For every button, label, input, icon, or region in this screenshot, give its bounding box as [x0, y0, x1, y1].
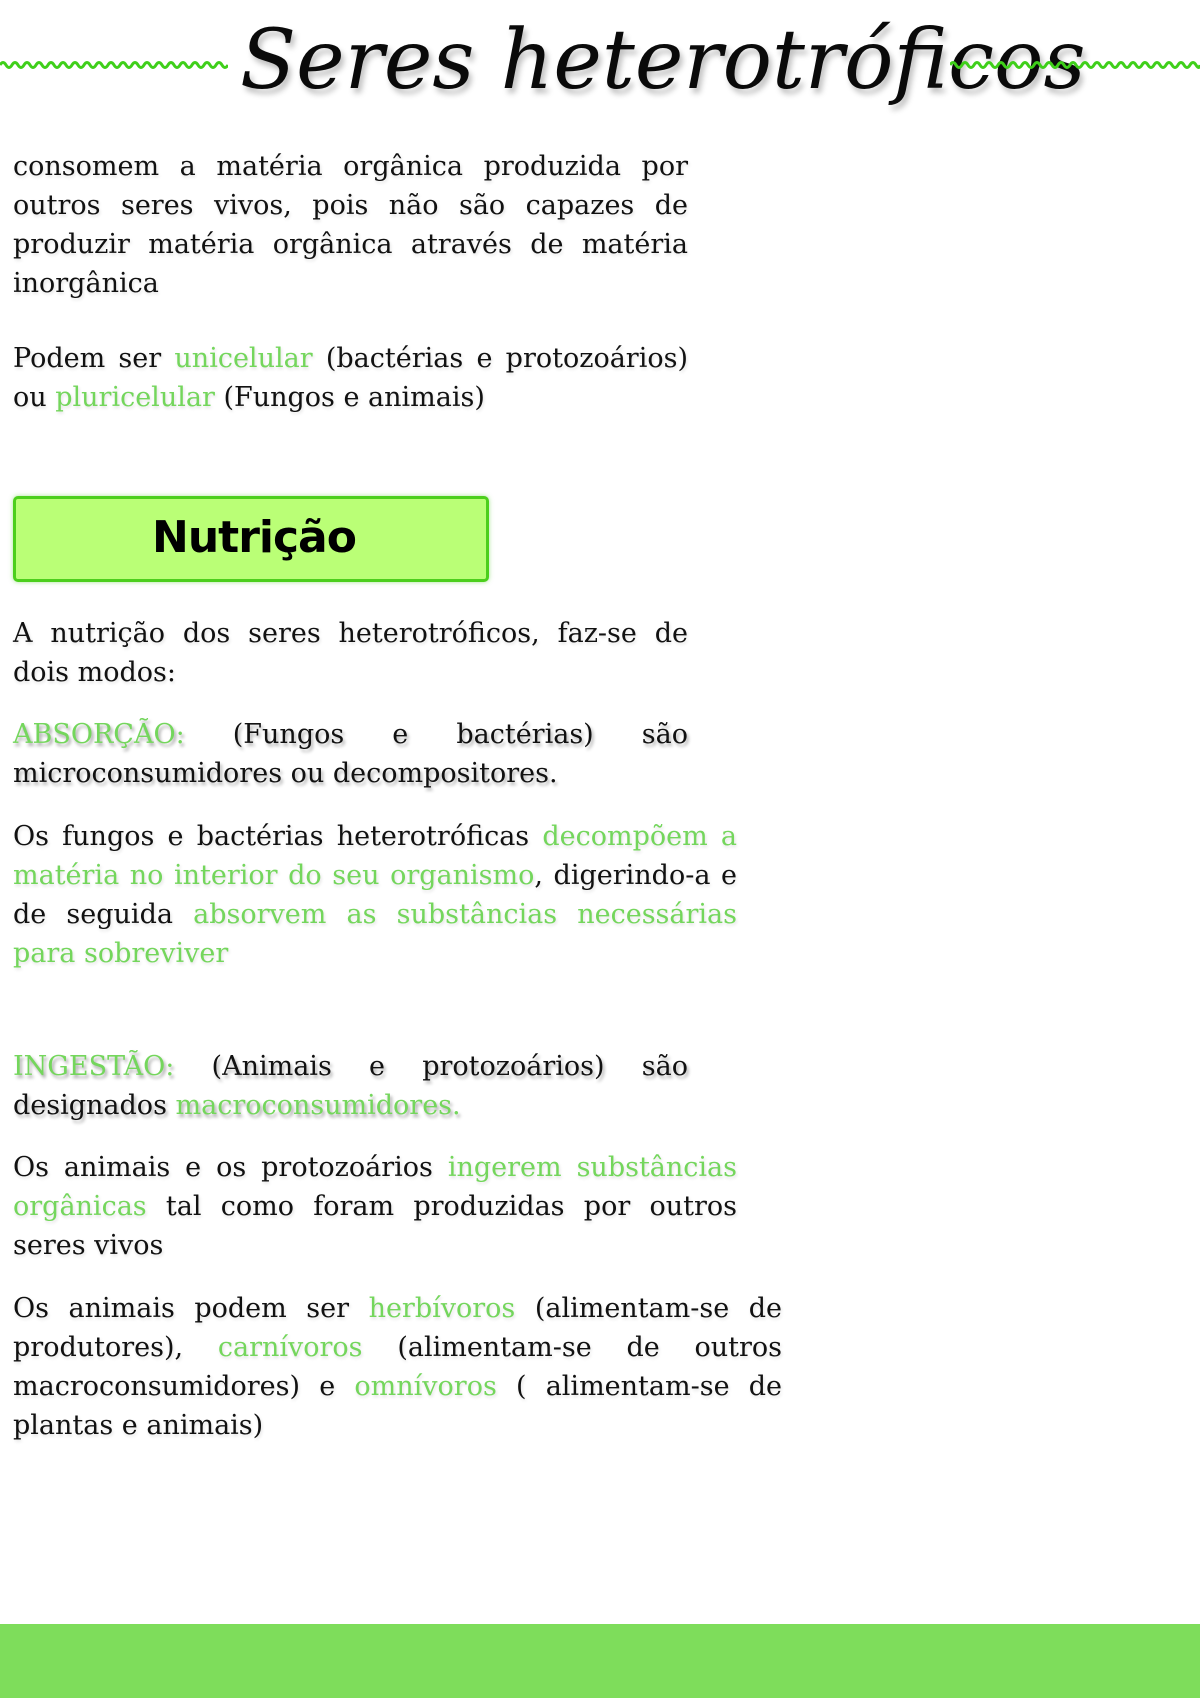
ingest-highlight: ingerem substâncias orgânicas: [13, 1152, 737, 1222]
animals-end: tal como foram produzidas por outros seres vivos: [13, 1191, 737, 1261]
omnivores-desc: ( alimentam-se de plantas e animais): [13, 1371, 782, 1441]
wavy-line-decoration-right: [950, 58, 1200, 72]
wavy-line-decoration-left: [0, 58, 228, 72]
nutrition-intro-paragraph: [13, 614, 688, 692]
carnivores-term: carnívoros: [217, 1332, 363, 1363]
absorption-label: ABSORÇÃO:: [13, 719, 185, 750]
unicelular-examples: (bactérias e protozoários) ou: [13, 343, 688, 413]
omnivores-term: omnívoros: [354, 1371, 497, 1402]
animal-types-text: [13, 1289, 782, 1445]
herbivores-desc: (alimentam-se de produtores),: [13, 1293, 782, 1363]
ingestion-label: INGESTÃO:: [13, 1051, 175, 1082]
title-row: [0, 0, 1200, 130]
cell-types-lead: Podem ser: [13, 343, 175, 374]
fungi-decompose-highlight: decompõem a matéria no interior do seu organismo: [13, 821, 737, 891]
intro-definition-paragraph: [13, 147, 688, 303]
animal-types-paragraph: [13, 1289, 782, 1445]
animal-types-lead: Os animais podem ser: [13, 1293, 369, 1324]
macroconsumers-term: macroconsumidores.: [175, 1090, 461, 1121]
absorption-paragraph: [13, 715, 688, 793]
ingestion-text: [13, 1047, 688, 1125]
fungi-middle: , digerindo-a e de seguida: [13, 860, 737, 930]
pluricelular-term: pluricelular: [55, 382, 215, 413]
nutrition-intro-text: A nutrição dos seres heterotróficos, faz-se de dois modos:: [13, 618, 688, 688]
pluricelular-examples: (Fungos e animais): [214, 382, 485, 413]
carnivores-desc: (alimentam-se de outros macroconsumidores) e: [13, 1332, 782, 1402]
unicelular-term: unicelular: [174, 343, 313, 374]
absorption-description: (Fungos e bactérias) são microconsumidores ou decompositores.: [13, 719, 688, 789]
cell-types-paragraph: [13, 339, 688, 417]
animals-text: [13, 1148, 737, 1265]
animals-paragraph: [13, 1148, 737, 1265]
fungi-text: [13, 817, 737, 973]
fungi-lead: Os fungos e bactérias heterotróficas: [13, 821, 543, 852]
animals-lead: Os animais e os protozoários: [13, 1152, 448, 1183]
herbivores-term: herbívoros: [368, 1293, 516, 1324]
absorption-text: [13, 715, 688, 793]
page-title: Seres heterotróficos: [240, 13, 1086, 108]
footer-band: [0, 1624, 1200, 1698]
ingestion-paragraph: [13, 1047, 688, 1125]
fungi-paragraph: [13, 817, 737, 973]
ingestion-description: (Animais e protozoários) são designados: [13, 1051, 688, 1121]
fungi-absorb-highlight: absorvem as substâncias necessárias para sobreviver: [13, 899, 738, 969]
section-heading-box: [13, 496, 489, 582]
intro-definition-text: consomem a matéria orgânica produzida por outros seres vivos, pois não são capazes de produzir matéria orgânica através de matéria inorgânica: [13, 151, 688, 299]
section-heading: Nutrição: [152, 512, 356, 563]
cell-types-text: [13, 339, 688, 417]
